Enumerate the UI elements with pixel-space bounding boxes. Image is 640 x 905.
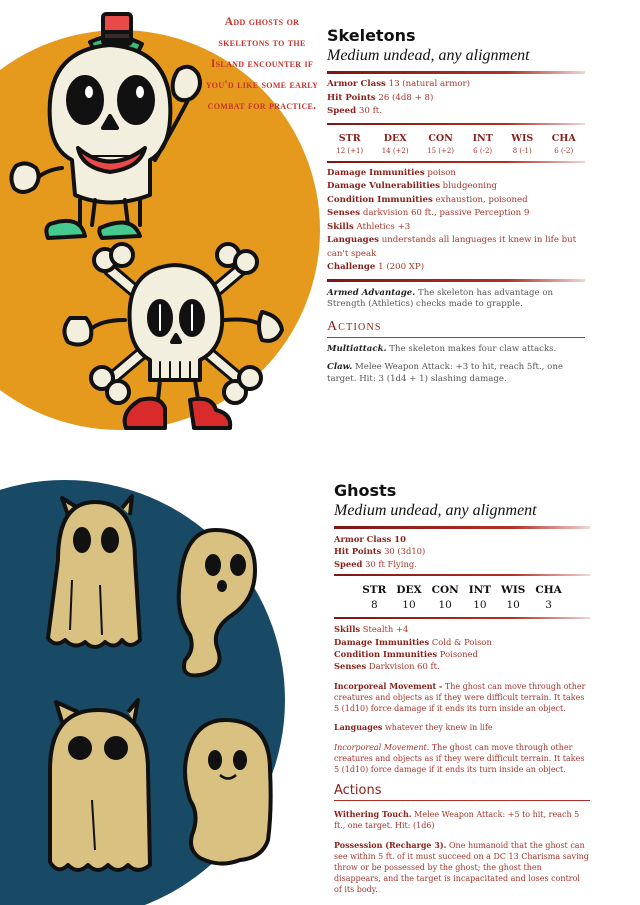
action-withering-touch: Withering Touch. Melee Weapon Attack: +5 to hit, reach 5 ft., one target. Hit: (1d6) (334, 809, 580, 831)
actions-heading: Actions (327, 319, 585, 338)
challenge-line: Challenge 1 (200 XP) (327, 262, 425, 272)
divider (334, 617, 590, 619)
ability-con: CON 10 (431, 584, 459, 612)
monster-name: Ghosts (334, 481, 397, 500)
speed-line: Speed 30 ft. (327, 106, 382, 116)
senses-line: Senses Darkvision 60 ft. (334, 661, 440, 672)
ability-scores (334, 580, 590, 613)
ability-cha: CHA 6 (-2) (551, 132, 576, 155)
divider (327, 71, 585, 74)
damage-vulnerabilities-line: Damage Vulnerabilities bludgeoning (327, 181, 498, 191)
skeleton-stat-block (327, 26, 585, 391)
senses-line: Senses darkvision 60 ft., passive Perception 9 (327, 208, 530, 218)
ability-dex: DEX 10 (396, 584, 422, 612)
ability-str: STR 8 (362, 584, 387, 612)
languages-line: Languages whatever they knew in life (334, 722, 493, 733)
monster-name: Skeletons (327, 26, 416, 45)
ability-scores (327, 129, 585, 157)
hit-points-line: Hit Points 30 (3d10) (334, 546, 426, 557)
trait-incorporeal-movement: Incorporeal Movement - The ghost can move through other creatures and objects as if they were difficult terrain. It takes 5 (1d10) force damage if it ends its turn inside an object. (334, 680, 586, 714)
armor-class-line: Armor Class 10 (334, 534, 406, 544)
ghost-smiling-illustration (185, 720, 271, 864)
ability-cha: CHA 3 (535, 584, 562, 612)
ability-wis: WIS 10 (501, 584, 526, 612)
ghost-horned-round-illustration (50, 700, 150, 870)
divider (327, 279, 585, 282)
action-multiattack: Multiattack. The skeleton makes four claw attacks. (327, 344, 557, 355)
divider (327, 161, 585, 163)
monster-type: Medium undead, any alignment (327, 47, 530, 64)
encounter-note: Add ghosts or skeletons to the Island encounter if you'd like some early combat for practice. (205, 16, 319, 112)
speed-line: Speed 30 ft Flying. (334, 558, 417, 569)
trait-armed-advantage: Armed Advantage. The skeleton has advantage on Strength (Athletics) checks made to grapple. (327, 287, 554, 310)
hit-points-line: Hit Points 26 (4d8 + 8) (327, 92, 434, 103)
monster-type: Medium undead, any alignment (334, 502, 537, 519)
divider (334, 526, 590, 529)
armor-class-line: Armor Class 13 (natural armor) (327, 79, 471, 89)
ability-con: CON 15 (+2) (427, 132, 455, 155)
divider (334, 574, 590, 576)
condition-immunities-line: Condition Immunities Poisoned (334, 649, 478, 660)
ability-dex: DEX 14 (+2) (381, 132, 409, 155)
skills-line: Skills Athletics +3 (327, 221, 411, 232)
ability-int: INT 6 (-2) (472, 132, 493, 155)
action-possession: Possession (Recharge 3). One humanoid that the ghost can see within 5 ft. of it must succeed on a DC 13 Charisma saving throw or be possessed by the ghost; the ghost then disappears, and the target is incapacitated and loses control of its body. (334, 839, 589, 895)
actions-heading: Actions (334, 783, 590, 801)
condition-immunities-line: Condition Immunities exhaustion, poisoned (327, 194, 528, 205)
damage-immunities-line: Damage Immunities poison (327, 167, 456, 178)
ghost-stat-block (334, 481, 590, 904)
ability-wis: WIS 8 (-1) (511, 132, 534, 155)
languages-line: Languages understands all languages it knew in life but can't speak (327, 235, 577, 259)
action-claw: Claw. Melee Weapon Attack: +3 to hit, reach 5ft., one target. Hit: 3 (1d4 + 1) slashing damage. (327, 361, 563, 384)
ability-str: STR 12 (+1) (336, 132, 364, 155)
trait-incorporeal-movement-repeat: Incorporeal Movement. The ghost can move through other creatures and objects as if they were difficult terrain. It takes 5 (1d10) force damage if it ends its turn inside an object. (334, 742, 585, 775)
skills-line: Skills Stealth +4 (334, 624, 409, 635)
divider (327, 123, 585, 125)
damage-immunities-line: Damage Immunities Cold & Poison (334, 636, 492, 647)
ability-int: INT 10 (468, 584, 492, 612)
